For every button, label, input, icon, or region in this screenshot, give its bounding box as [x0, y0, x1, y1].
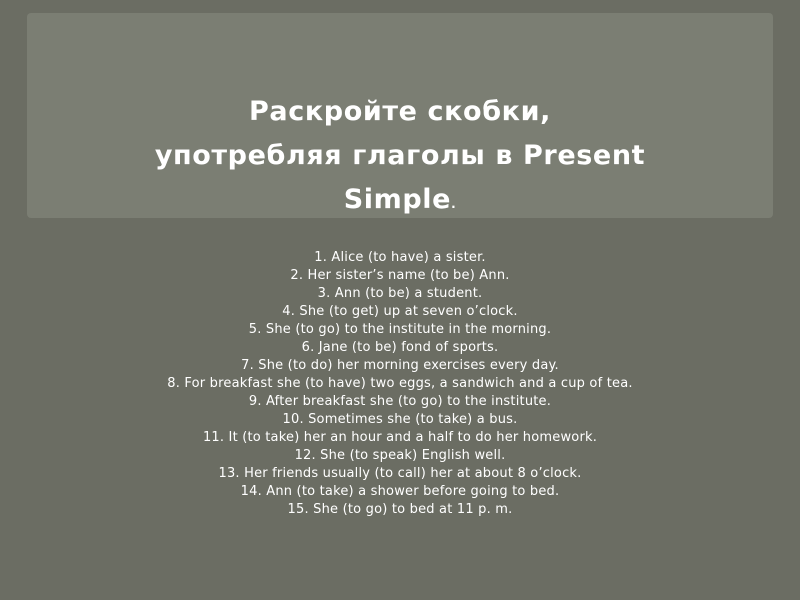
title-line-2: употребляя глаголы в Present	[154, 140, 646, 171]
list-item: 10. Sometimes she (to take) a bus.	[282, 412, 518, 427]
list-item: 3. Ann (to be) a student.	[317, 286, 483, 301]
list-item: 9. After breakfast she (to go) to the institute.	[248, 394, 552, 409]
exercise-list	[0, 249, 800, 519]
list-item: 12. She (to speak) English well.	[294, 448, 506, 463]
list-item: 11. It (to take) her an hour and a half to do her homework.	[202, 430, 598, 445]
list-item: 8. For breakfast she (to have) two eggs, a sandwich and a cup of tea.	[167, 376, 633, 391]
title-line-3: Simple	[343, 184, 452, 215]
list-item: 2. Her sister’s name (to be) Ann.	[290, 268, 510, 283]
title-period: .	[451, 197, 457, 211]
list-item: 14. Ann (to take) a shower before going to bed.	[240, 484, 560, 499]
list-item: 5. She (to go) to the institute in the morning.	[248, 322, 552, 337]
list-item: 15. She (to go) to bed at 11 p. m.	[287, 502, 513, 517]
slide-title	[0, 90, 800, 226]
list-item: 1. Alice (to have) a sister.	[314, 250, 486, 265]
list-item: 6. Jane (to be) fond of sports.	[301, 340, 499, 355]
list-item: 4. She (to get) up at seven o’clock.	[282, 304, 518, 319]
list-item: 7. She (to do) her morning exercises every day.	[241, 358, 559, 373]
list-item: 13. Her friends usually (to call) her at about 8 o’clock.	[218, 466, 582, 481]
title-line-1: Раскройте скобки,	[249, 96, 551, 127]
